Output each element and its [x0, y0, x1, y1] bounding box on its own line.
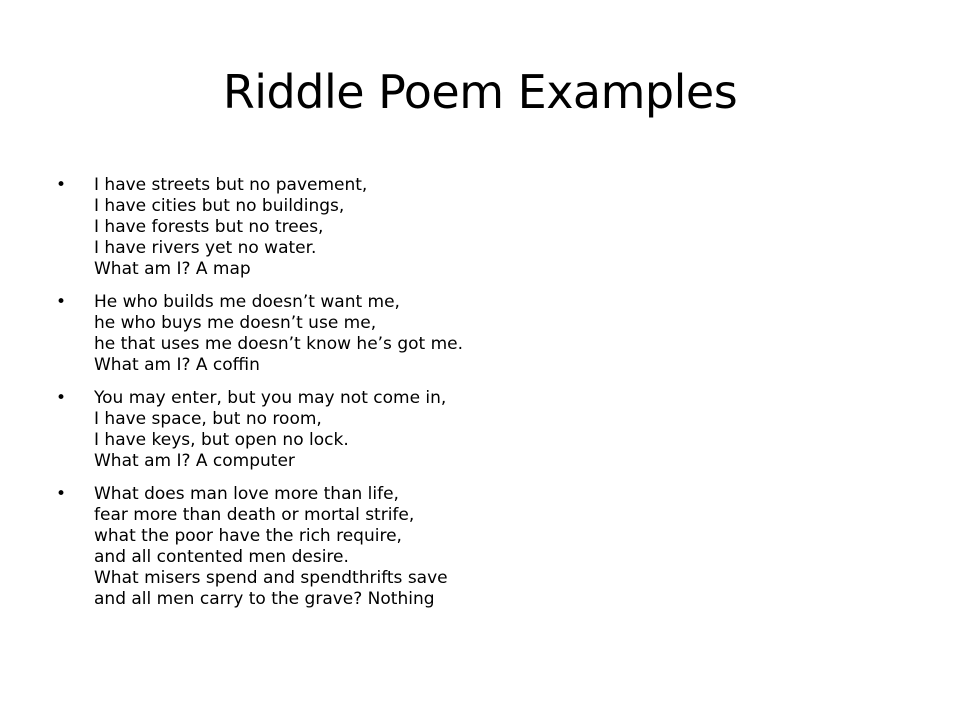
riddle-answer: What am I? A map	[94, 259, 251, 279]
riddle-line: I have streets but no pavement,	[94, 175, 368, 195]
bullet-icon: •	[56, 388, 67, 408]
riddle-line: You may enter, but you may not come in,	[94, 388, 447, 408]
riddle-line: I have keys, but open no lock.	[94, 430, 349, 450]
slide-title: Riddle Poem Examples	[222, 65, 738, 119]
riddle-line: I have rivers yet no water.	[94, 238, 317, 258]
bullet-icon: •	[56, 484, 67, 504]
riddle-line: I have forests but no trees,	[94, 217, 324, 237]
riddle-answer: What am I? A computer	[94, 451, 295, 471]
riddle-line: he that uses me doesn’t know he’s got me.	[94, 334, 464, 354]
riddle-item-map	[56, 175, 916, 280]
riddle-line: he who buys me doesn’t use me,	[94, 313, 377, 333]
bullet-icon: •	[56, 292, 67, 312]
riddle-line: What misers spend and spendthrifts save	[94, 568, 448, 588]
riddle-line: fear more than death or mortal strife,	[94, 505, 415, 525]
riddle-item-coffin	[56, 292, 916, 376]
riddle-item-nothing	[56, 484, 916, 610]
riddle-line: and all contented men desire.	[94, 547, 349, 567]
bullet-icon: •	[56, 175, 67, 195]
riddle-item-computer	[56, 388, 916, 472]
riddle-line: I have space, but no room,	[94, 409, 322, 429]
riddle-line: I have cities but no buildings,	[94, 196, 345, 216]
riddle-line: what the poor have the rich require,	[94, 526, 402, 546]
riddle-answer: What am I? A coffin	[94, 355, 260, 375]
riddle-list	[56, 175, 916, 622]
riddle-line: What does man love more than life,	[94, 484, 399, 504]
riddle-answer: and all men carry to the grave? Nothing	[94, 589, 435, 609]
riddle-line: He who builds me doesn’t want me,	[94, 292, 400, 312]
